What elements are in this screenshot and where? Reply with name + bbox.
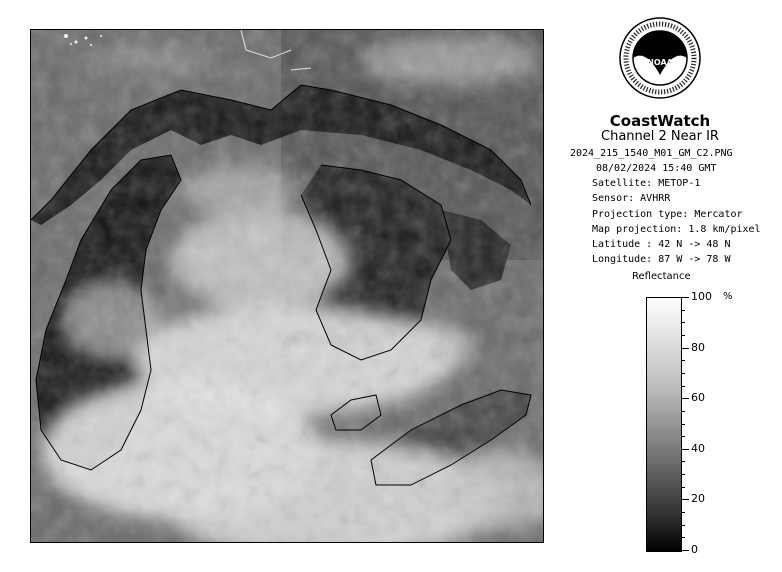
colorbar-tick: [681, 537, 685, 538]
colorbar-tick: [681, 474, 685, 475]
map-projection-label: Map projection: 1.8 km/pixel: [592, 223, 761, 235]
product-title: CoastWatch: [609, 112, 711, 130]
colorbar-ticks: [681, 290, 731, 556]
projection-type-label: Projection type: Mercator: [592, 208, 743, 220]
latitude-label: Latitude : 42 N -> 48 N: [592, 239, 731, 251]
noaa-seal-icon: [619, 17, 701, 99]
colorbar-tick: [681, 512, 685, 513]
channel-subtitle: Channel 2 Near IR: [601, 129, 719, 144]
noaa-logo: [619, 17, 701, 99]
legend-title: Reflectance: [632, 271, 691, 282]
colorbar-tick: [681, 449, 689, 450]
file-name: 2024_215_1540_M01_GM_C2.PNG: [570, 148, 733, 159]
colorbar-tick-label: 100: [691, 290, 712, 303]
colorbar-tick: [681, 373, 685, 374]
colorbar-tick: [681, 386, 685, 387]
reflectance-colorbar: [646, 297, 682, 552]
colorbar-tick: [681, 297, 689, 298]
colorbar-tick: [681, 411, 685, 412]
colorbar-tick: [681, 348, 689, 349]
longitude-label: Longitude: 87 W -> 78 W: [592, 254, 731, 266]
colorbar-tick: [681, 322, 685, 323]
acquisition-datetime: 08/02/2024 15:40 GMT: [596, 163, 717, 174]
colorbar-tick: [681, 398, 689, 399]
colorbar-tick-label: 20: [691, 492, 705, 505]
colorbar-tick-label: 80: [691, 341, 705, 354]
colorbar-tick: [681, 525, 685, 526]
svg-text:NOAA: NOAA: [647, 58, 673, 67]
colorbar-tick-label: 60: [691, 391, 705, 404]
colorbar-tick-label: 0: [691, 543, 698, 556]
colorbar-tick-label: 40: [691, 442, 705, 455]
satellite-image: [31, 30, 543, 542]
colorbar-tick: [681, 487, 685, 488]
colorbar-tick: [681, 424, 685, 425]
colorbar-tick: [681, 461, 685, 462]
image-info: [592, 176, 761, 268]
satellite-label: Satellite: METOP-1: [592, 178, 701, 189]
colorbar-tick: [681, 310, 685, 311]
colorbar-tick: [681, 436, 685, 437]
colorbar-tick: [681, 360, 685, 361]
satellite-map: [30, 29, 544, 543]
colorbar-tick: [681, 499, 689, 500]
legend-unit: %: [723, 291, 733, 302]
colorbar-tick: [681, 550, 689, 551]
colorbar-tick: [681, 335, 685, 336]
sensor-label: Sensor: AVHRR: [592, 193, 671, 205]
